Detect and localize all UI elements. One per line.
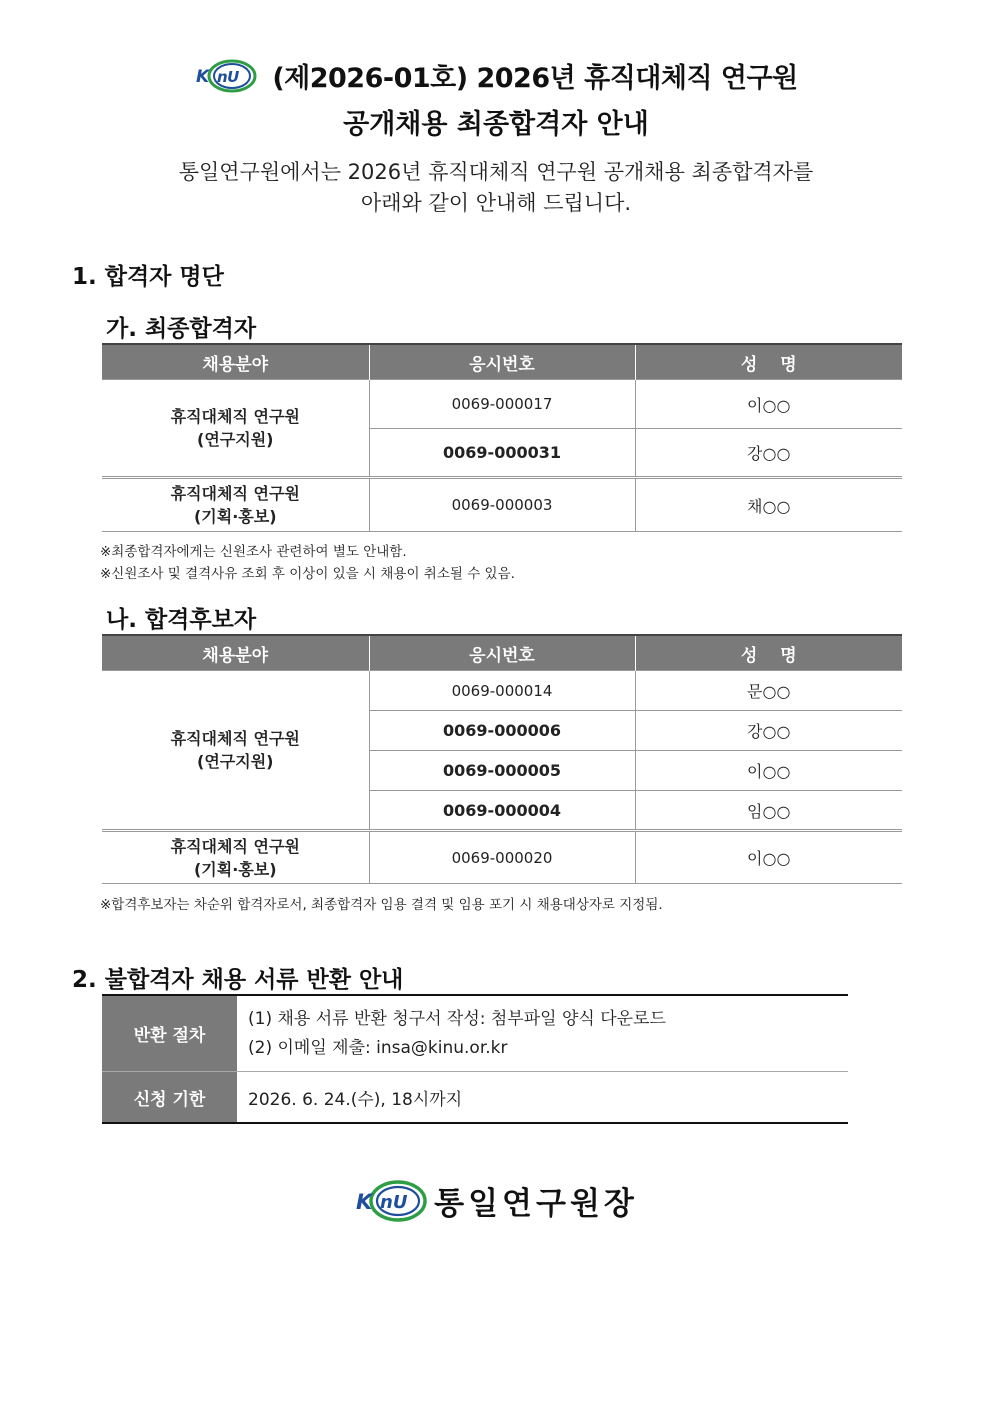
intro-line2: 아래와 같이 안내해 드립니다. — [360, 191, 632, 215]
final-passers-table — [102, 343, 902, 532]
return-procedure-row — [102, 995, 848, 1072]
procedure-step-2: (2) 이메일 제출: insa@kinu.or.kr — [248, 1037, 508, 1058]
field-line1: 휴직대체직 연구원 — [170, 729, 300, 748]
number-cell: 0069-000004 — [369, 791, 635, 831]
field-line2: (연구지원) — [197, 752, 274, 771]
footer-signature — [0, 1178, 992, 1223]
kinu-logo-icon — [354, 1179, 428, 1223]
table-row — [102, 380, 902, 429]
column-header-number: 응시번호 — [369, 635, 635, 671]
name-cell: 이○○ — [635, 751, 902, 791]
table-row — [102, 478, 902, 532]
number-cell: 0069-000014 — [369, 671, 635, 711]
number-cell: 0069-000017 — [369, 380, 635, 429]
deadline-value: 2026. 6. 24.(수), 18시까지 — [248, 1089, 463, 1110]
field-line1: 휴직대체직 연구원 — [170, 836, 300, 856]
final-note-2: ※신원조사 및 결격사유 조회 후 이상이 있을 시 채용이 취소될 수 있음. — [100, 566, 515, 582]
document-title-line2: 공개채용 최종합격자 안내 — [343, 109, 649, 140]
final-note-1: ※최종합격자에게는 신원조사 관련하여 별도 안내함. — [100, 544, 407, 560]
procedure-cell — [237, 995, 848, 1072]
table-header-row — [102, 344, 902, 380]
svg-text:K: K — [196, 66, 209, 87]
return-info-table — [102, 994, 848, 1124]
column-header-number: 응시번호 — [369, 344, 635, 380]
title-line1-text: (제2026-01호) 2026년 휴직대체직 연구원 — [272, 63, 798, 94]
name-cell: 강○○ — [635, 711, 902, 751]
field-cell — [102, 671, 369, 831]
document-title-line1 — [0, 56, 992, 98]
table-header-row — [102, 635, 902, 671]
candidates-table — [102, 634, 902, 884]
field-cell — [102, 478, 369, 532]
field-line1: 휴직대체직 연구원 — [170, 484, 300, 503]
field-line1: 휴직대체직 연구원 — [170, 407, 300, 426]
procedure-step-1: (1) 채용 서류 반환 청구서 작성: 첨부파일 양식 다운로드 — [248, 1008, 666, 1029]
column-header-name: 성 명 — [635, 344, 902, 380]
name-cell: 이○○ — [635, 831, 902, 884]
field-line2: (연구지원) — [197, 430, 274, 449]
kinu-logo-icon — [194, 58, 258, 94]
column-header-field: 채용분야 — [102, 344, 369, 380]
svg-text:nU: nU — [380, 1191, 408, 1213]
table-row — [102, 671, 902, 711]
intro-line1: 통일연구원에서는 2026년 휴직대체직 연구원 공개채용 최종합격자를 — [178, 160, 814, 184]
field-cell — [102, 831, 369, 884]
name-cell: 임○○ — [635, 791, 902, 831]
number-cell: 0069-000005 — [369, 751, 635, 791]
table-row — [102, 831, 902, 884]
svg-text:K: K — [356, 1189, 373, 1214]
name-cell: 채○○ — [635, 478, 902, 532]
name-cell: 강○○ — [635, 429, 902, 478]
name-cell: 문○○ — [635, 671, 902, 711]
number-cell: 0069-000006 — [369, 711, 635, 751]
final-heading: 가. 최종합격자 — [106, 316, 257, 342]
procedure-label: 반환 절차 — [102, 995, 237, 1072]
field-cell — [102, 380, 369, 478]
column-header-name: 성 명 — [635, 635, 902, 671]
section2-heading: 2. 불합격자 채용 서류 반환 안내 — [72, 967, 404, 993]
candidates-heading: 나. 합격후보자 — [106, 607, 257, 633]
deadline-row — [102, 1072, 848, 1124]
candidates-note: ※합격후보자는 차순위 합격자로서, 최종합격자 임용 결격 및 임용 포기 시 채용대상자로 지정됨. — [100, 897, 663, 913]
number-cell: 0069-000020 — [369, 831, 635, 884]
number-cell: 0069-000003 — [369, 478, 635, 532]
org-head-title: 통일연구원장 — [434, 1186, 638, 1222]
number-cell: 0069-000031 — [369, 429, 635, 478]
field-line2: (기획·홍보) — [193, 507, 277, 526]
name-cell: 이○○ — [635, 380, 902, 429]
deadline-label: 신청 기한 — [102, 1072, 237, 1124]
section1-heading: 1. 합격자 명단 — [72, 264, 224, 290]
svg-text:nU: nU — [217, 67, 240, 86]
column-header-field: 채용분야 — [102, 635, 369, 671]
field-line2: (기획·홍보) — [193, 859, 277, 879]
